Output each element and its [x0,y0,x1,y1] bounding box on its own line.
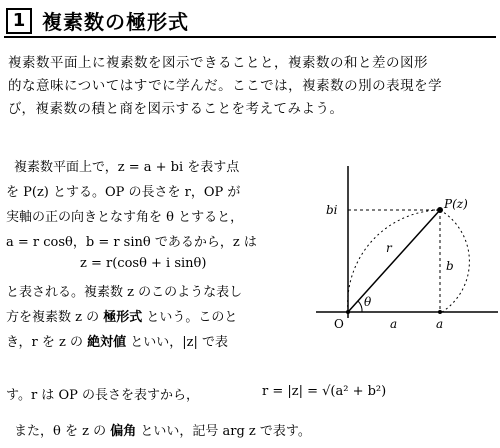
body-line-2: を P(z) とする。OP の長さを r，OP が [6,185,241,200]
body-line-6a: 方を複素数 z の [6,310,100,325]
label-r: r [386,241,392,255]
intro-line-2: 的な意味についてはすでに学んだ。ここでは，複素数の別の表現を学 [8,78,443,94]
section-title: 複素数の極形式 [42,10,189,34]
abs-formula: r = |z| = √(a² + b²) [262,384,387,399]
polar-formula: z = r(cosθ + i sinθ) [80,256,207,271]
body-line-7a: き，r を z の [6,335,83,350]
term-absolute-value: 絶対値 [87,335,127,350]
complex-plane-figure [312,158,500,338]
heading-rule [4,36,496,38]
body-line-7b: といい，|z| で表 [130,335,228,350]
label-origin: O [334,317,344,331]
body-line-9b: といい，記号 arg z で表す。 [140,424,311,439]
body-line-9a: また，θ を z の [14,424,107,439]
term-polar-form: 極形式 [103,310,143,325]
body-line-1: 複素数平面上で，z = a + bi を表す点 [14,160,240,175]
intro-line-3: び，複素数の積と商を図示することを考えてみよう。 [8,101,344,117]
label-bi: bi [326,203,338,217]
section-number: 1 [6,8,32,34]
body-line-8 [6,384,199,403]
body-line-3: 実軸の正の向きとなす角を θ とすると， [6,210,244,225]
segment-op [348,210,440,312]
label-b: b [446,259,454,273]
label-theta: θ [364,295,372,309]
point-p [437,207,443,213]
body-line-8a: す。r は OP の長さを表すから， [6,388,199,403]
body-line-9 [14,420,311,439]
label-a-arc: a [390,317,398,331]
origin-point [346,310,350,314]
body-line-7 [6,331,228,350]
section-heading [6,6,189,35]
point-a [438,310,442,314]
term-argument: 偏角 [110,424,137,439]
radius-arc-right [440,210,469,312]
label-p: P(z) [444,197,468,211]
body-line-6 [6,306,237,325]
theta-arc [358,301,362,312]
body-line-5: と表される。複素数 z のこのような表し [6,285,243,300]
body-line-4: a = r cosθ，b = r sinθ であるから，z は [6,235,257,250]
label-a-axis: a [436,317,444,331]
body-line-6b: という。このと [146,310,238,325]
intro-line-1: 複素数平面上に複素数を図示できることと，複素数の和と差の図形 [8,55,428,71]
